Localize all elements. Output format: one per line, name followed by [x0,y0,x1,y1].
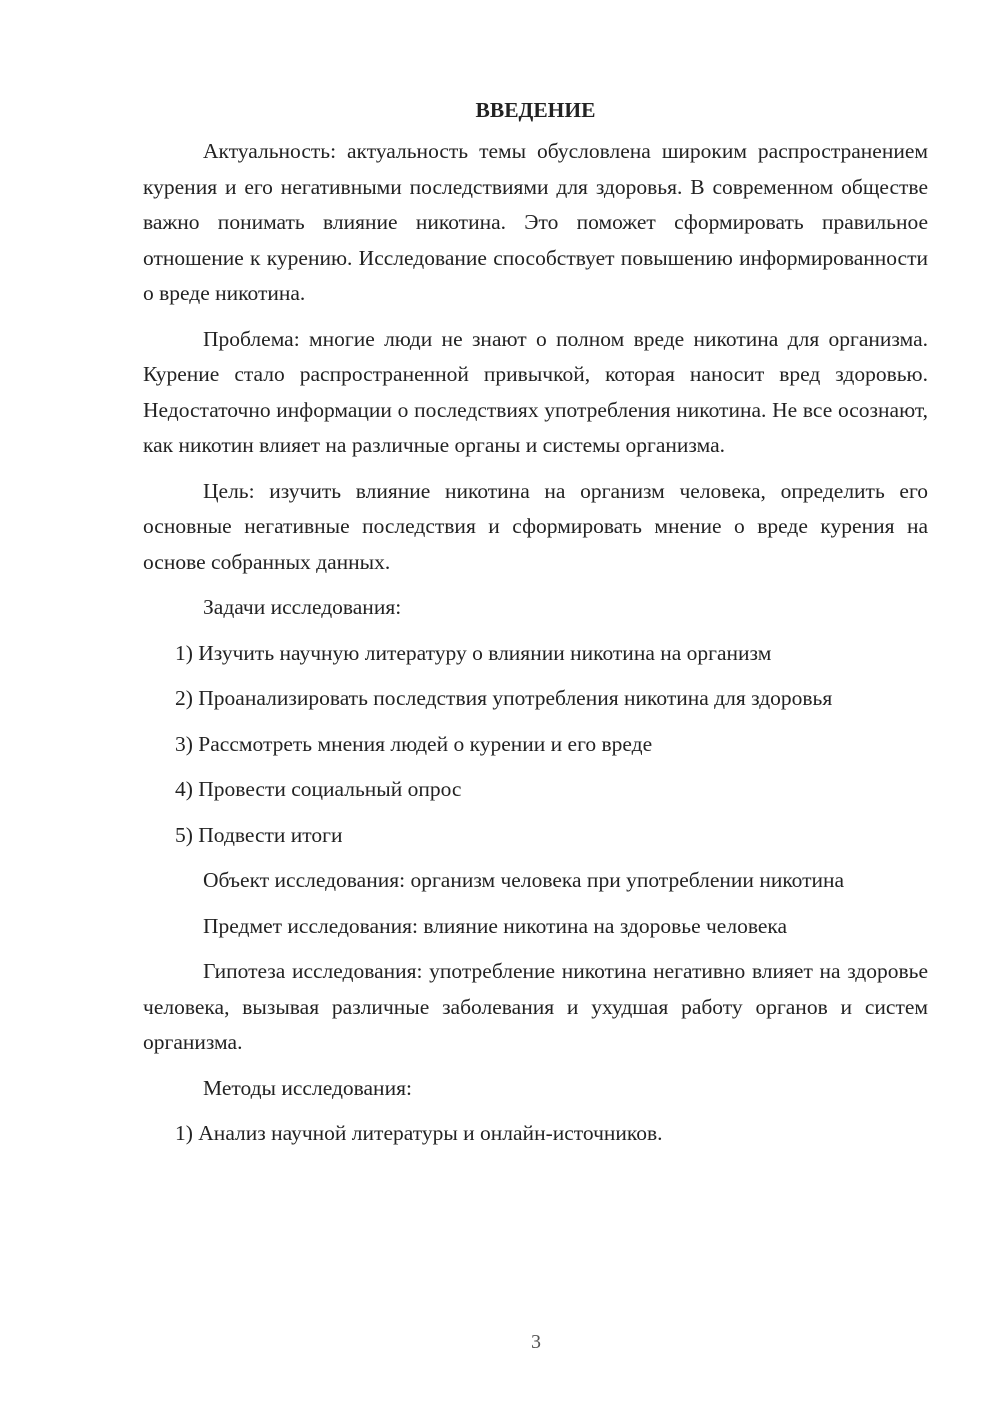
method-item: 1) Анализ научной литературы и онлайн-источников. [175,1121,663,1145]
page-number: 3 [531,1331,541,1353]
section-title: ВВЕДЕНИЕ [475,98,596,122]
goal-paragraph: Цель: изучить влияние никотина на организм человека, определить его основные негативные последствия и сформировать мнение о вреде курения на основе собранных данных. [143,478,928,574]
problem-paragraph: Проблема: многие люди не знают о полном вреде никотина для организма. Курение стало распространенной привычкой, которая наносит вред здоровью. Недостаточно информации о последствиях употребления никотина. Не все осознают, как никотин влияет на различные органы и системы организма. [143,326,928,457]
task-item: 4) Провести социальный опрос [175,777,462,801]
page-content [143,96,928,1162]
task-item: 2) Проанализировать последствия употребления никотина для здоровья [175,686,833,710]
relevance-paragraph: Актуальность: актуальность темы обусловлена широким распространением курения и его негативными последствиями для здоровья. В современном обществе важно понимать влияние никотина. Это поможет сформировать правильное отношение к курению. Исследование способствует повышению информированности о вреде никотина. [143,139,928,305]
task-item: 5) Подвести итоги [175,822,343,847]
task-item: 1) Изучить научную литературу о влиянии никотина на организм [175,640,772,665]
methods-heading: Методы исследования: [203,1075,412,1100]
object-paragraph: Объект исследования: организм человека при употреблении никотина [203,868,845,892]
subject-paragraph: Предмет исследования: влияние никотина на здоровье человека [203,913,788,938]
task-item: 3) Рассмотреть мнения людей о курении и его вреде [175,731,653,756]
hypothesis-paragraph: Гипотеза исследования: употребление никотина негативно влияет на здоровье человека, вызывая различные заболевания и ухудшая работу органов и систем организма. [143,959,928,1054]
tasks-heading: Задачи исследования: [203,595,402,619]
